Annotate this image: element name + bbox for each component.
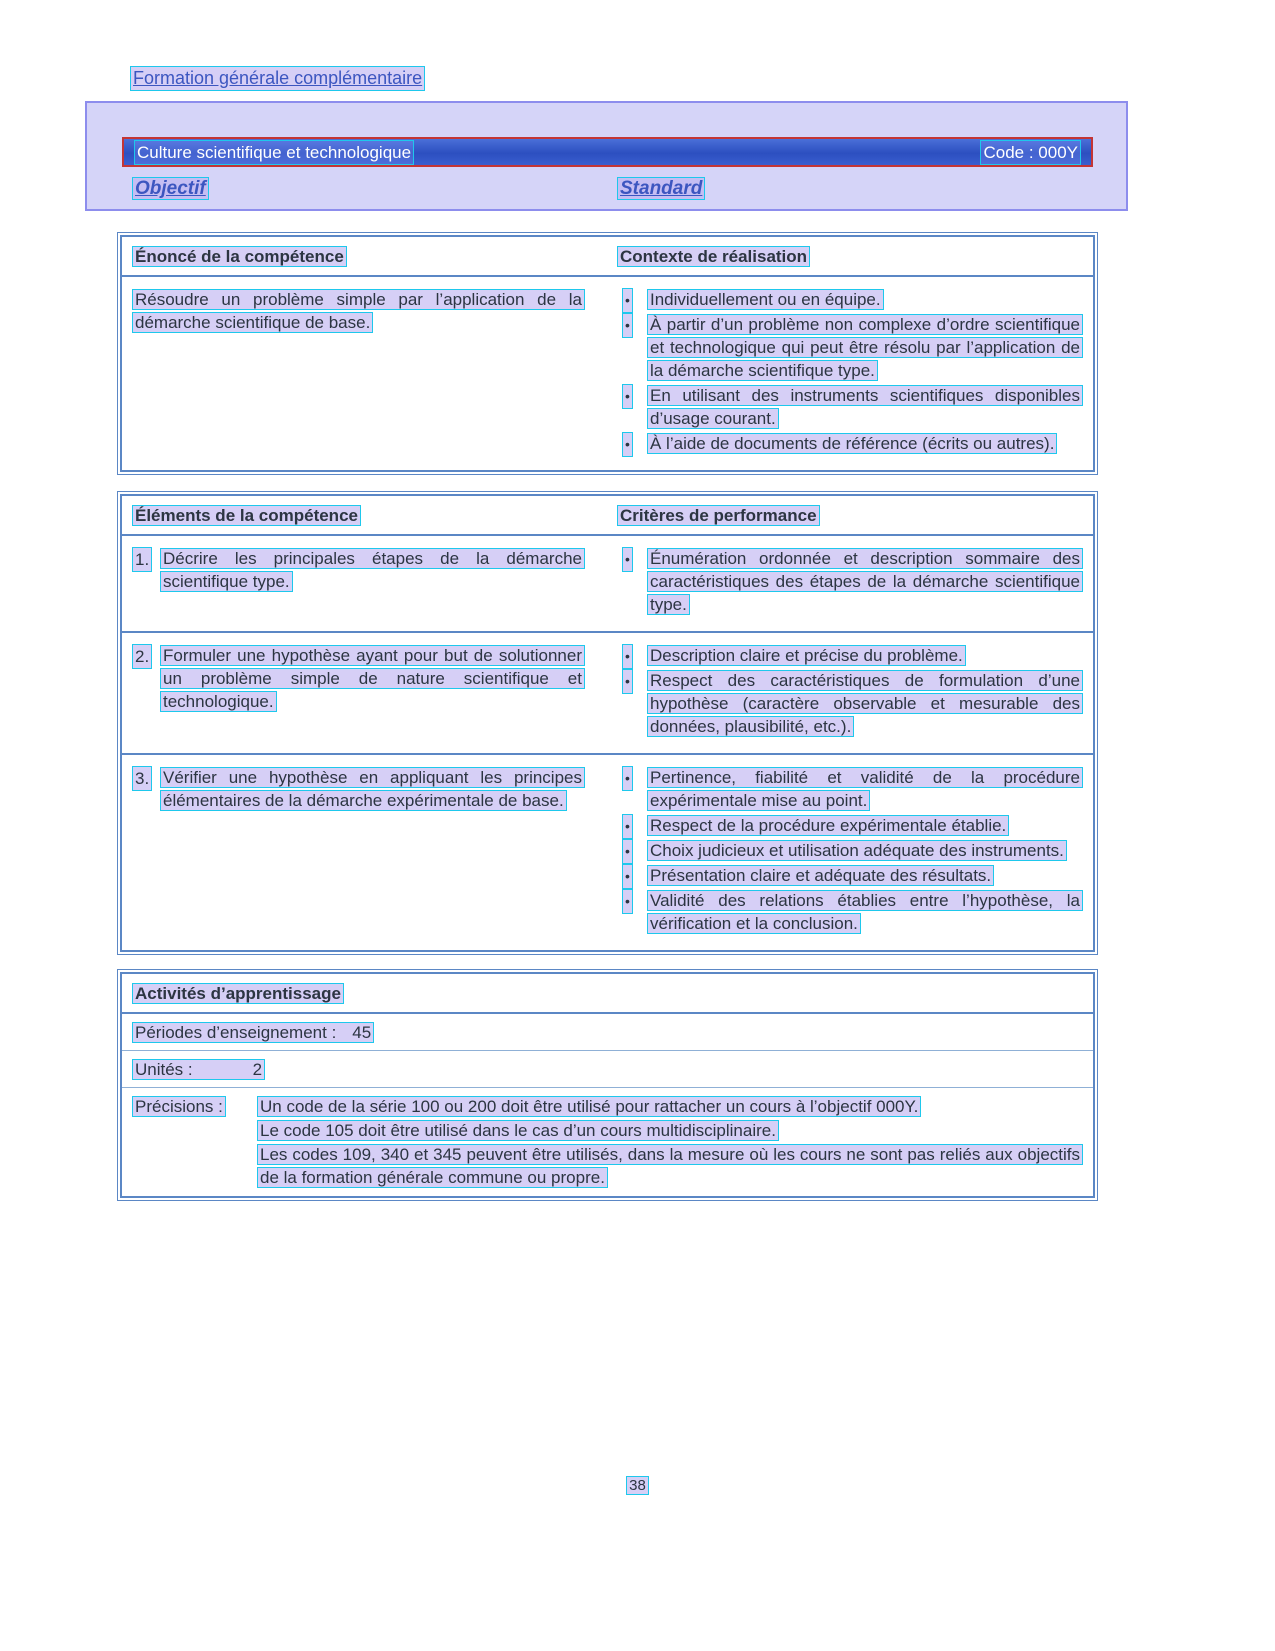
criteria-bullet-item: [617, 644, 1083, 667]
unites-row: [122, 1050, 1093, 1087]
criteria-bullet-text: Présentation claire et adéquate des résultats.: [647, 865, 994, 886]
course-title: Culture scientifique et technologique: [134, 140, 414, 165]
competence-statement: Résoudre un problème simple par l’application de la démarche scientifique de base.: [132, 289, 585, 333]
unites-value: 2: [252, 1060, 263, 1079]
element-cell: [132, 547, 607, 618]
periodes-label: Périodes d’enseignement :: [135, 1023, 337, 1042]
criteria-bullet-text: Description claire et précise du problème.: [647, 645, 966, 666]
criteria-bullet-item: [617, 864, 1083, 887]
element-row-1: [122, 536, 1093, 631]
bullet-icon: •: [622, 288, 633, 313]
page-number-row: [0, 1474, 1275, 1497]
bullet-icon: •: [622, 864, 633, 889]
precisions-line: [257, 1119, 1083, 1142]
bullet-icon: •: [622, 432, 633, 457]
element-number: 3.: [132, 766, 152, 791]
criteria-bullet-text: Pertinence, fiabilité et validité de la procédure expérimentale mise au point.: [647, 767, 1083, 811]
criteria-bullet-item: [617, 814, 1083, 837]
course-code: Code : 000Y: [980, 140, 1081, 165]
criteria-cell: [607, 766, 1083, 937]
element-row-2: [122, 631, 1093, 753]
bullet-icon: •: [622, 384, 633, 409]
bullet-icon: •: [622, 547, 633, 572]
bullet-icon: •: [622, 669, 633, 694]
contexte-header: Contexte de réalisation: [617, 246, 810, 267]
criteria-bullet-list: [617, 547, 1083, 616]
element-number: 2.: [132, 644, 152, 669]
course-title-bar: [122, 137, 1093, 167]
precisions-label: Précisions :: [132, 1096, 226, 1117]
precisions-text: Le code 105 doit être utilisé dans le cas d’un cours multidisciplinaire.: [257, 1120, 779, 1141]
element-text: Formuler une hypothèse ayant pour but de solutionner un problème simple de nature scientifique et technologique.: [160, 645, 585, 712]
bullet-icon: •: [622, 814, 633, 839]
element-text: Vérifier une hypothèse en appliquant les principes élémentaires de la démarche expérimentale de base.: [160, 767, 585, 811]
context-bullet-text: À partir d’un problème non complexe d’ordre scientifique et technologique qui peut être résolu par l’application de la démarche scientifique type.: [647, 314, 1083, 381]
periodes-row: [122, 1014, 1093, 1050]
precisions-text: Les codes 109, 340 et 345 peuvent être utilisés, dans la mesure où les cours ne sont pas reliés aux objectifs de la formation générale commune ou propre.: [257, 1144, 1083, 1188]
precisions-line: [257, 1143, 1083, 1189]
page-number: 38: [626, 1476, 649, 1495]
activities-header: Activités d’apprentissage: [132, 983, 344, 1004]
contexte-cell: [607, 288, 1083, 457]
activities-table: [120, 972, 1095, 1198]
element-row-3: [122, 753, 1093, 950]
bullet-icon: •: [622, 766, 633, 791]
section-title: Formation générale complémentaire: [130, 66, 425, 91]
criteres-header: Critères de performance: [617, 505, 820, 526]
competence-table: [120, 235, 1095, 472]
criteria-bullet-text: Choix judicieux et utilisation adéquate des instruments.: [647, 840, 1067, 861]
criteria-bullet-list: [617, 644, 1083, 738]
precisions-line: [257, 1095, 1083, 1118]
header-panel: [85, 101, 1128, 211]
bullet-icon: •: [622, 644, 633, 669]
criteria-bullet-item: [617, 766, 1083, 812]
elements-table: [120, 494, 1095, 952]
context-bullet-text: En utilisant des instruments scientifiques disponibles d’usage courant.: [647, 385, 1083, 429]
element-text: Décrire les principales étapes de la démarche scientifique type.: [160, 548, 585, 592]
criteria-bullet-text: Énumération ordonnée et description sommaire des caractéristiques des étapes de la démarche scientifique type.: [647, 548, 1083, 615]
competence-table-row: [122, 277, 1093, 470]
precisions-label-cell: [132, 1095, 257, 1190]
criteria-bullet-item: [617, 839, 1083, 862]
precisions-row: [122, 1087, 1093, 1196]
criteria-bullet-list: [617, 766, 1083, 935]
competence-table-header: [122, 237, 1093, 277]
criteria-bullet-text: Respect de la procédure expérimentale établie.: [647, 815, 1009, 836]
objectif-standard-row: [122, 177, 1093, 205]
criteria-cell: [607, 547, 1083, 618]
bullet-icon: •: [622, 313, 633, 338]
unites-label: Unités :: [135, 1060, 193, 1079]
context-bullet-item: [617, 432, 1083, 455]
context-bullet-item: [617, 313, 1083, 382]
activities-header-row: [122, 974, 1093, 1014]
context-bullet-text: À l’aide de documents de référence (écrits ou autres).: [647, 433, 1057, 454]
periodes-value: 45: [352, 1023, 372, 1042]
criteria-cell: [607, 644, 1083, 740]
bullet-icon: •: [622, 839, 633, 864]
contexte-bullet-list: [617, 288, 1083, 455]
section-title-row: [120, 66, 1095, 91]
objectif-label: Objectif: [132, 177, 209, 200]
criteria-bullet-item: [617, 669, 1083, 738]
element-number: 1.: [132, 547, 152, 572]
elements-table-header: [122, 496, 1093, 536]
context-bullet-item: [617, 288, 1083, 311]
bullet-icon: •: [622, 889, 633, 914]
context-bullet-item: [617, 384, 1083, 430]
criteria-bullet-text: Respect des caractéristiques de formulation d’une hypothèse (caractère observable et mesurable des données, plausibilité, etc.).: [647, 670, 1083, 737]
standard-label: Standard: [617, 177, 705, 200]
criteria-bullet-item: [617, 889, 1083, 935]
element-cell: [132, 644, 607, 740]
competence-statement-cell: [132, 288, 607, 457]
context-bullet-text: Individuellement ou en équipe.: [647, 289, 884, 310]
precisions-text: Un code de la série 100 ou 200 doit être utilisé pour rattacher un cours à l’objectif 000Y.: [257, 1096, 921, 1117]
criteria-bullet-text: Validité des relations établies entre l’hypothèse, la vérification et la conclusion.: [647, 890, 1083, 934]
elements-header: Éléments de la compétence: [132, 505, 361, 526]
criteria-bullet-item: [617, 547, 1083, 616]
element-cell: [132, 766, 607, 937]
enonce-header: Énoncé de la compétence: [132, 246, 347, 267]
precisions-lines: [257, 1095, 1083, 1190]
